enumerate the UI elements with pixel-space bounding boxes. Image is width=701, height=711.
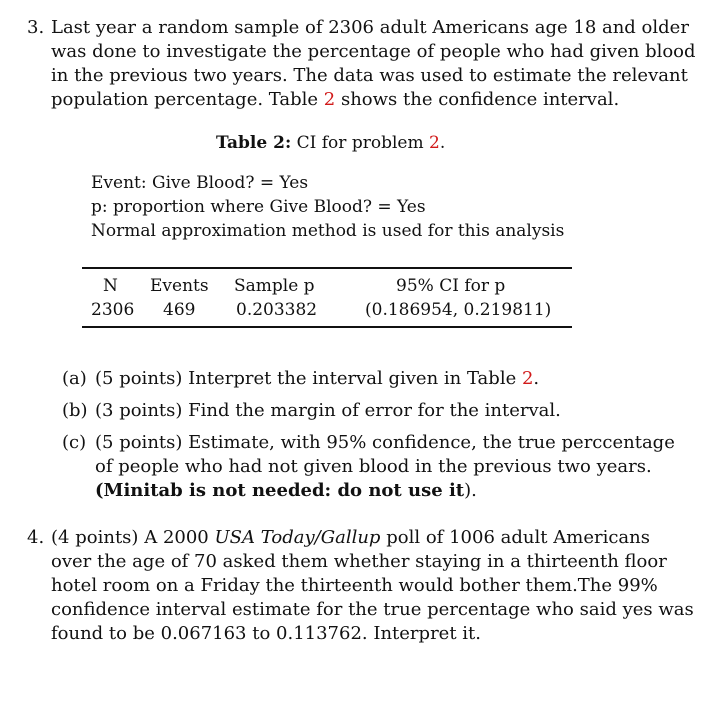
part-c-end: ).	[464, 480, 477, 501]
problem-4-line-5: found to be 0.067163 to 0.113762. Interpret it.	[51, 623, 481, 644]
table-caption-text: CI for problem	[291, 133, 429, 153]
table-top-rule	[82, 267, 572, 269]
problem-4-line-1-post: poll of 1006 adult Americans	[380, 527, 650, 548]
table-header-ci: 95% CI for p	[396, 276, 506, 296]
part-a-text-end: .	[533, 368, 540, 389]
table-cell-events: 469	[163, 300, 196, 320]
table-caption	[216, 131, 445, 155]
part-a-text	[95, 367, 539, 391]
problem-3-line-3: in the previous two years. The data was used to estimate the relevant	[51, 65, 688, 86]
problem-3-line-4	[51, 88, 619, 112]
problem-4-poll-name: USA Today/Gallup	[214, 527, 381, 548]
problem-4-number: 4.	[27, 527, 45, 548]
problem-3-line-4-end: shows the confidence interval.	[335, 89, 620, 110]
table-ref-link[interactable]: 2	[323, 89, 336, 110]
part-b-text: (3 points) Find the margin of error for the interval.	[95, 400, 561, 421]
table-cell-n: 2306	[91, 300, 135, 320]
problem-4-line-1-pre: (4 points) A 2000	[51, 527, 215, 548]
part-a-table-ref[interactable]: 2	[521, 368, 534, 389]
table-header-sample-p: Sample p	[234, 276, 315, 296]
part-c-line-2: of people who had not given blood in the previous two years.	[95, 456, 652, 477]
problem-3-line-4-text: population percentage. Table	[51, 89, 324, 110]
problem-3-line-1: Last year a random sample of 2306 adult Americans age 18 and older	[51, 17, 689, 38]
table-cell-ci: (0.186954, 0.219811)	[365, 300, 552, 320]
problem-3-line-2: was done to investigate the percentage of people who had given blood	[51, 41, 696, 62]
table-cell-sample-p: 0.203382	[236, 300, 318, 320]
table-header-n: N	[103, 276, 118, 296]
table-caption-ref[interactable]: 2	[428, 133, 440, 153]
part-c-bold-note: (Minitab is not needed: do not use it	[95, 480, 465, 501]
proportion-line: p: proportion where Give Blood? = Yes	[91, 197, 426, 217]
part-c-line-1: (5 points) Estimate, with 95% confidence, the true perccentage	[95, 432, 675, 453]
problem-4-line-1	[51, 526, 650, 550]
table-caption-end: .	[439, 133, 446, 153]
table-header-events: Events	[150, 276, 209, 296]
event-line: Event: Give Blood? = Yes	[91, 173, 309, 193]
problem-4-line-3: hotel room on a Friday the thirteenth would bother them.The 99%	[51, 575, 658, 596]
part-b-label: (b)	[62, 400, 88, 421]
problem-4-line-2: over the age of 70 asked them whether staying in a thirteenth floor	[51, 551, 667, 572]
problem-4-line-4: confidence interval estimate for the true percentage who said yes was	[51, 599, 694, 620]
problem-3-number: 3.	[27, 17, 45, 38]
part-a-label: (a)	[62, 368, 87, 389]
table-bottom-rule	[82, 326, 572, 328]
part-a-text-main: (5 points) Interpret the interval given in Table	[95, 368, 522, 389]
table-caption-label: Table 2:	[216, 133, 292, 153]
method-line: Normal approximation method is used for this analysis	[91, 221, 565, 241]
part-c-line-3	[95, 479, 477, 503]
part-c-label: (c)	[62, 432, 87, 453]
